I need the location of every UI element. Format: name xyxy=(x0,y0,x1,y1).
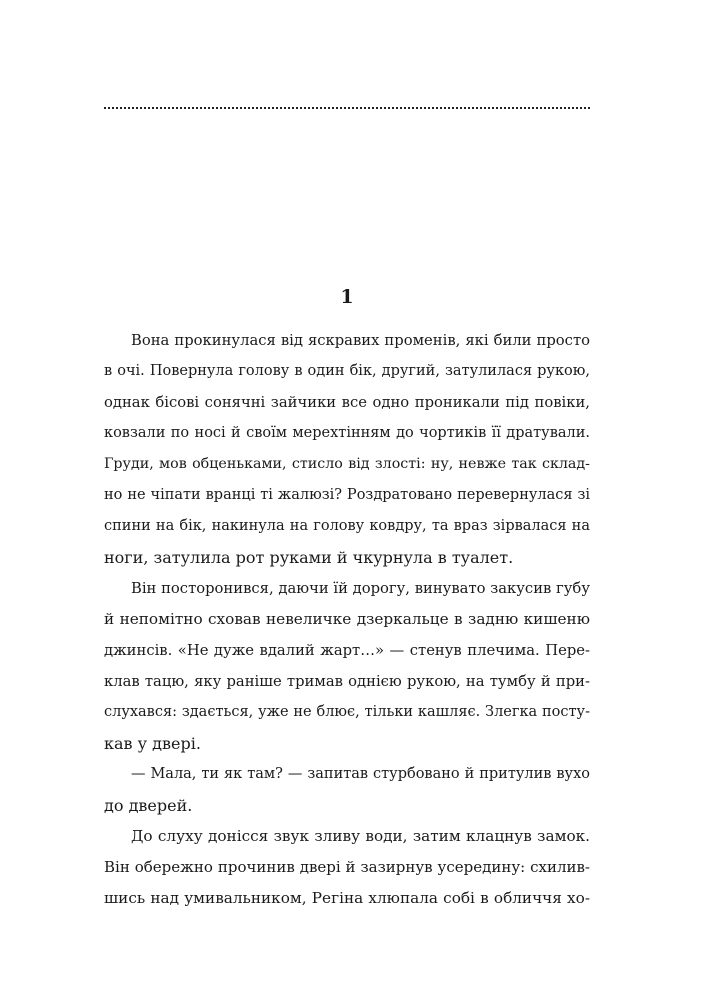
text-line: Він обережно прочинив двері й зазирнув усередину: схилив- xyxy=(104,858,590,876)
text-line: до дверей. xyxy=(104,796,193,815)
text-line: ковзали по носі й своїм мерехтінням до чортиків її дратували. xyxy=(104,425,590,441)
text-line: клав тацю, яку раніше тримав однією рукою, на тумбу й при- xyxy=(104,673,590,690)
text-line: шись над умивальником, Регіна хлюпала собі в обличчя хо- xyxy=(104,889,590,907)
chapter-number: 1 xyxy=(340,286,354,308)
text-line: Він посторонився, даючи їй дорогу, винувато закусив губу xyxy=(131,580,590,597)
text-line: слухався: здається, уже не блює, тільки кашляє. Злегка посту- xyxy=(104,704,590,720)
text-line: й непомітно сховав невеличке дзеркальце в задню кишеню xyxy=(104,610,590,628)
text-line: Вона прокинулася від яскравих променів, які били просто xyxy=(131,332,590,349)
text-line: джинсів. «Не дуже вдалий жарт…» — стенув плечима. Пере- xyxy=(104,642,590,659)
text-line: однак бісові сонячні зайчики все одно проникали під повіки, xyxy=(104,394,590,411)
text-line: в очі. Повернула голову в один бік, другий, затулилася рукою, xyxy=(104,363,590,379)
text-line: До слуху донісся звук зливу води, затим клацнув замок. xyxy=(131,827,590,845)
header-dotted-rule xyxy=(104,107,590,109)
text-line: кав у двері. xyxy=(104,734,201,753)
text-line: но не чіпати вранці ті жалюзі? Роздратовано перевернулася зі xyxy=(104,487,590,503)
text-line: спини на бік, накинула на голову ковдру, та враз зірвалася на xyxy=(104,518,590,534)
text-line: ноги, затулила рот руками й чкурнула в туалет. xyxy=(104,548,514,567)
text-line: — Мала, ти як там? — запитав стурбовано й притулив вухо xyxy=(131,766,590,782)
text-line: Груди, мов обценьками, стисло від злості: ну, невже так склад- xyxy=(104,456,590,472)
